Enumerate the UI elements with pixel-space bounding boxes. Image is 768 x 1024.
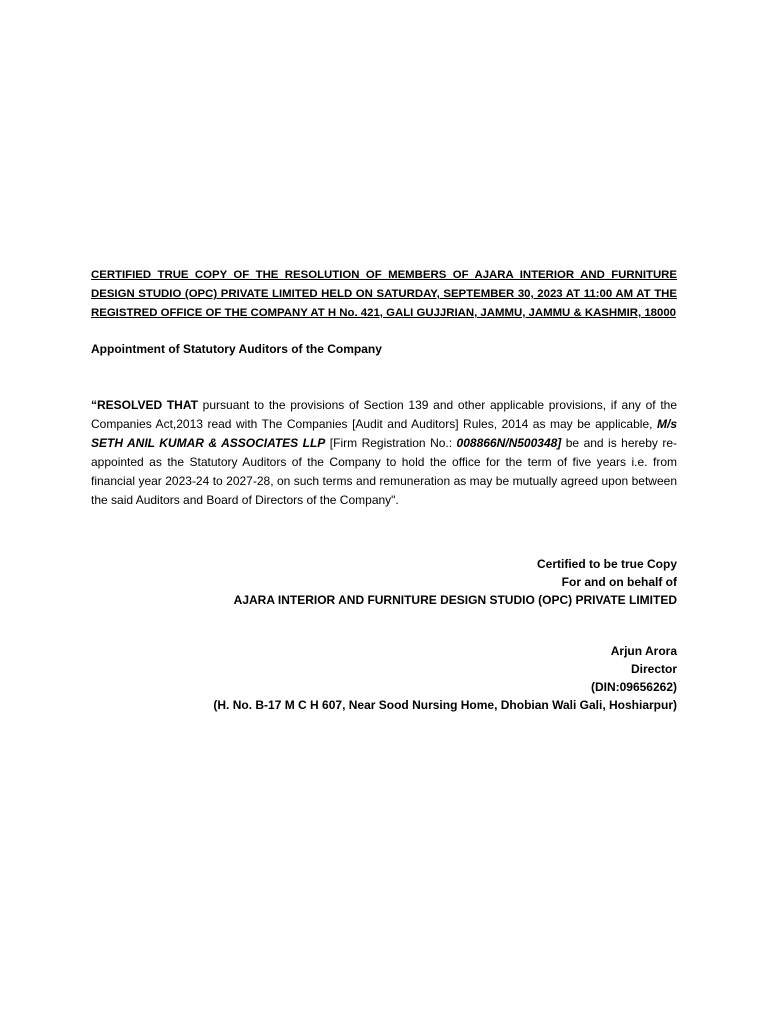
signatory-designation: Director xyxy=(630,662,677,676)
on-behalf-of-label: For and on behalf of xyxy=(561,575,677,589)
resolution-subject: Appointment of Statutory Auditors of the Company xyxy=(91,342,382,356)
signature-gap xyxy=(91,609,677,642)
open-quote: “ xyxy=(91,398,97,412)
auditor-firm-name: M/s SETH ANIL KUMAR & ASSOCIATES LLP xyxy=(91,417,677,450)
resolved-that-lead: RESOLVED THAT xyxy=(97,398,198,412)
resolution-body xyxy=(91,396,677,510)
resolution-text-part2: [Firm Registration No.: xyxy=(325,436,457,450)
resolution-heading: CERTIFIED TRUE COPY OF THE RESOLUTION OF MEMBERS OF AJARA INTERIOR AND FURNITURE DESIGN STUDIO (OPC) PRIVATE LIMITED HELD ON SATURDAY, SEPTEMBER 30, 2023 AT 11:00 AM AT THE REGISTRED OFFICE OF THE COMPANY AT H No. 421, GALI GUJJRIAN, JAMMU, JAMMU & KASHMIR, 18000 xyxy=(91,269,677,319)
signature-block xyxy=(91,555,677,714)
document-page xyxy=(91,266,677,714)
resolution-text-part1: pursuant to the provisions of Section 139 and other applicable provisions, if any of the Companies Act,2013 read with The Companies [Audit and Auditors] Rules, 2014 as may be applicable, xyxy=(91,398,677,431)
signatory-din: (DIN:09656262) xyxy=(590,680,677,694)
signatory-address: (H. No. B-17 M C H 607, Near Sood Nursing Home, Dhobian Wali Gali, Hoshiarpur) xyxy=(213,698,677,712)
certified-true-copy-label: Certified to be true Copy xyxy=(536,557,677,571)
signatory-name: Arjun Arora xyxy=(610,644,677,658)
company-name: AJARA INTERIOR AND FURNITURE DESIGN STUDIO (OPC) PRIVATE LIMITED xyxy=(233,593,677,607)
resolution-text-part3: be and is hereby re-appointed as the Statutory Auditors of the Company to hold the office for the term of five years i.e. from financial year 2023-24 to 2027-28, on such terms and remuneration as may be mutually agreed upon between the said Auditors and Board of Directors of the Company". xyxy=(91,436,678,507)
firm-registration-number: 008866N/N500348] xyxy=(456,436,562,450)
